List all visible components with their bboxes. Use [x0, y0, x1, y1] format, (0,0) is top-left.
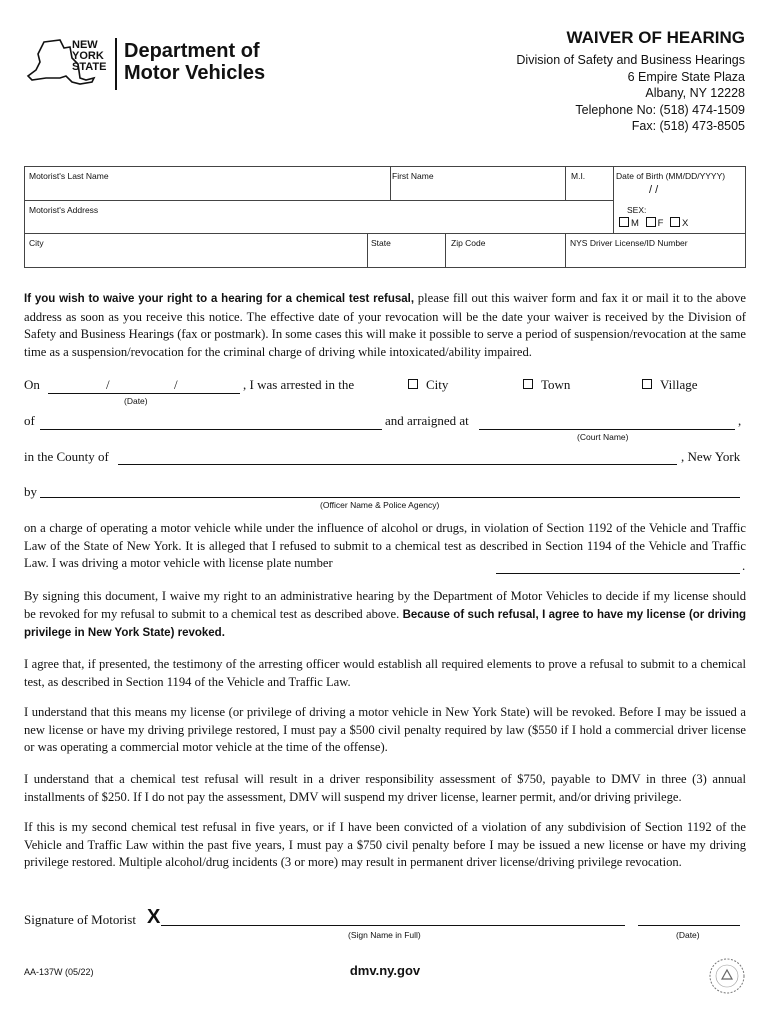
form-title: WAIVER OF HEARING — [566, 28, 745, 47]
comma: , — [738, 413, 742, 428]
village-checkbox[interactable] — [642, 379, 652, 389]
of-label: of — [24, 413, 35, 428]
intro-bold: If you wish to waive your right to a hearing for a chemical test refusal, — [24, 293, 415, 305]
signature-label: Signature of Motorist — [24, 912, 136, 927]
recycle-seal-icon — [708, 957, 746, 995]
signature-date-line[interactable] — [638, 925, 740, 926]
state-field[interactable]: State — [371, 238, 391, 248]
officer-sublabel: (Officer Name & Police Agency) — [320, 500, 440, 510]
county-label: in the County of — [24, 449, 109, 464]
website[interactable]: dmv.ny.gov — [349, 963, 421, 978]
city-option[interactable] — [408, 377, 448, 393]
logo-line: NEW — [72, 39, 98, 51]
address-field[interactable]: Motorist's Address — [29, 205, 99, 215]
zip-code-field[interactable]: Zip Code — [451, 238, 486, 248]
sign-sublabel: (Sign Name in Full) — [348, 930, 421, 940]
charge-text: on a charge of operating a motor vehicle while under the influence of alcohol or drugs, in violation of Section 1192 of the Vehicle and Traffic Law of the State of New York. It is alleged that I refused to submit to a chemical test as described in Section 1194 of the Vehicle and Traffic Law. I was driving a motor vehicle with license plate number — [24, 521, 746, 570]
city-checkbox[interactable] — [408, 379, 418, 389]
motorist-info-table — [24, 166, 746, 268]
intro-text: please fill out this waiver form and fax it or mail it to the above address as soon as you receive this notice. The effective date of your revocation will be the date your waiver is received by the Division of Safety and Business Hearings (fax or postmark). In some cases this will make it possible to serve a period of suspension/revocation at the same time as a suspension/revocation for the criminal charge of driving while intoxicated/ability impaired. — [24, 291, 746, 359]
village-option[interactable] — [642, 377, 697, 393]
department-name — [124, 40, 265, 84]
address-line: 6 Empire State Plaza — [627, 69, 745, 84]
logo-divider — [115, 38, 117, 90]
logo-line: YORK — [72, 50, 104, 62]
dept-line: Motor Vehicles — [124, 62, 266, 84]
dept-line: Department of — [124, 40, 260, 62]
arrest-date-line[interactable] — [48, 393, 240, 394]
signing-bold: Because of such refusal, I agree to have my license (or driving privilege in New York State) revoked. — [24, 608, 746, 639]
form-id: AA-137W (05/22) — [24, 967, 94, 977]
date-slash: / — [106, 377, 110, 392]
court-sublabel: (Court Name) — [577, 432, 629, 442]
signing-text: By signing this document, I waive my right to an administrative hearing by the Department of Motor Vehicles to decide if my license should be revoked for my refusal to submit to a chemical test as described above. — [24, 589, 746, 621]
by-label: by — [24, 484, 37, 499]
address-line: Division of Safety and Business Hearings — [516, 53, 745, 67]
arraigned-text: and arraigned at — [385, 413, 469, 428]
license-number-field[interactable]: NYS Driver License/ID Number — [570, 238, 688, 248]
understand-paragraph-1: I understand that this means my license (or privilege of driving a motor vehicle in New York State) will be revoked. Before I may be issued a new license or have my driving privilege restored, I must pay a $500 civil penalty required by law ($550 if I hold a commercial driver license or was operating a commercial motor vehicle at the time of the offense). — [24, 705, 746, 754]
sex-m-checkbox[interactable] — [619, 217, 629, 227]
agree-paragraph: I agree that, if presented, the testimony of the arresting officer would establish all required elements to prove a refusal to submit to a chemical test, as described in Section 1194 of the Vehicle and Traffic Law. — [24, 657, 746, 689]
signature-date-sublabel: (Date) — [676, 930, 700, 940]
middle-initial-field[interactable]: M.I. — [571, 171, 586, 181]
division-address — [516, 52, 745, 135]
date-slash: / — [174, 377, 178, 392]
signature-line[interactable] — [161, 925, 625, 926]
signature-x-mark: X — [147, 906, 161, 928]
court-name-line[interactable] — [479, 429, 735, 430]
second-refusal-paragraph: If this is my second chemical test refusal in five years, or if I have been convicted of a violation of any subdivision of Section 1192 of the Vehicle and Traffic Law within the past five years, I must pay a $750 civil penalty before I may be issued a new license or have my driving privilege restored. Multiple alcohol/drug incidents (3 or more) may result in permanent driver license/driving privilege revocation. — [24, 820, 746, 869]
sex-f-checkbox[interactable] — [646, 217, 656, 227]
nys-logo-text — [72, 40, 106, 73]
sex-x-checkbox[interactable] — [670, 217, 680, 227]
new-york-text: , New York — [681, 449, 741, 464]
first-name-field[interactable]: First Name — [392, 171, 434, 181]
understand-paragraph-2: I understand that a chemical test refusal will result in a driver responsibility assessment of $750, payable to DMV in three (3) annual installments of $250. If I do not pay the assessment, DMV will suspend my driver license, learner permit, and/or driving privilege. — [24, 772, 746, 804]
license-plate-line[interactable] — [496, 573, 740, 574]
fax-line: Fax: (518) 473-8505 — [631, 119, 745, 133]
city-option-label: City — [426, 377, 449, 392]
period: . — [742, 558, 746, 573]
town-option[interactable] — [523, 377, 570, 393]
date-sublabel: (Date) — [124, 396, 148, 406]
municipality-line[interactable] — [40, 429, 382, 430]
sex-m-label: M — [631, 218, 639, 229]
signing-paragraph — [24, 588, 746, 643]
sex-label: SEX: — [627, 205, 647, 215]
city-field[interactable]: City — [29, 238, 44, 248]
dob-separators: / / — [649, 184, 659, 196]
sex-f-label: F — [657, 218, 664, 229]
last-name-field[interactable]: Motorist's Last Name — [29, 171, 109, 181]
town-option-label: Town — [541, 377, 571, 392]
sex-x-label: X — [682, 218, 689, 229]
intro-paragraph — [24, 290, 746, 361]
charge-paragraph — [24, 520, 746, 573]
county-line[interactable] — [118, 464, 677, 465]
address-line: Albany, NY 12228 — [645, 86, 745, 100]
on-label: On — [24, 377, 40, 392]
date-of-birth-field[interactable]: Date of Birth (MM/DD/YYYY) — [616, 171, 726, 181]
town-checkbox[interactable] — [523, 379, 533, 389]
logo-line: STATE — [72, 61, 107, 73]
village-option-label: Village — [660, 377, 698, 392]
sex-options — [619, 217, 688, 229]
officer-line[interactable] — [40, 497, 740, 498]
arrested-text: , I was arrested in the — [243, 377, 355, 392]
phone-line: Telephone No: (518) 474-1509 — [575, 102, 745, 117]
